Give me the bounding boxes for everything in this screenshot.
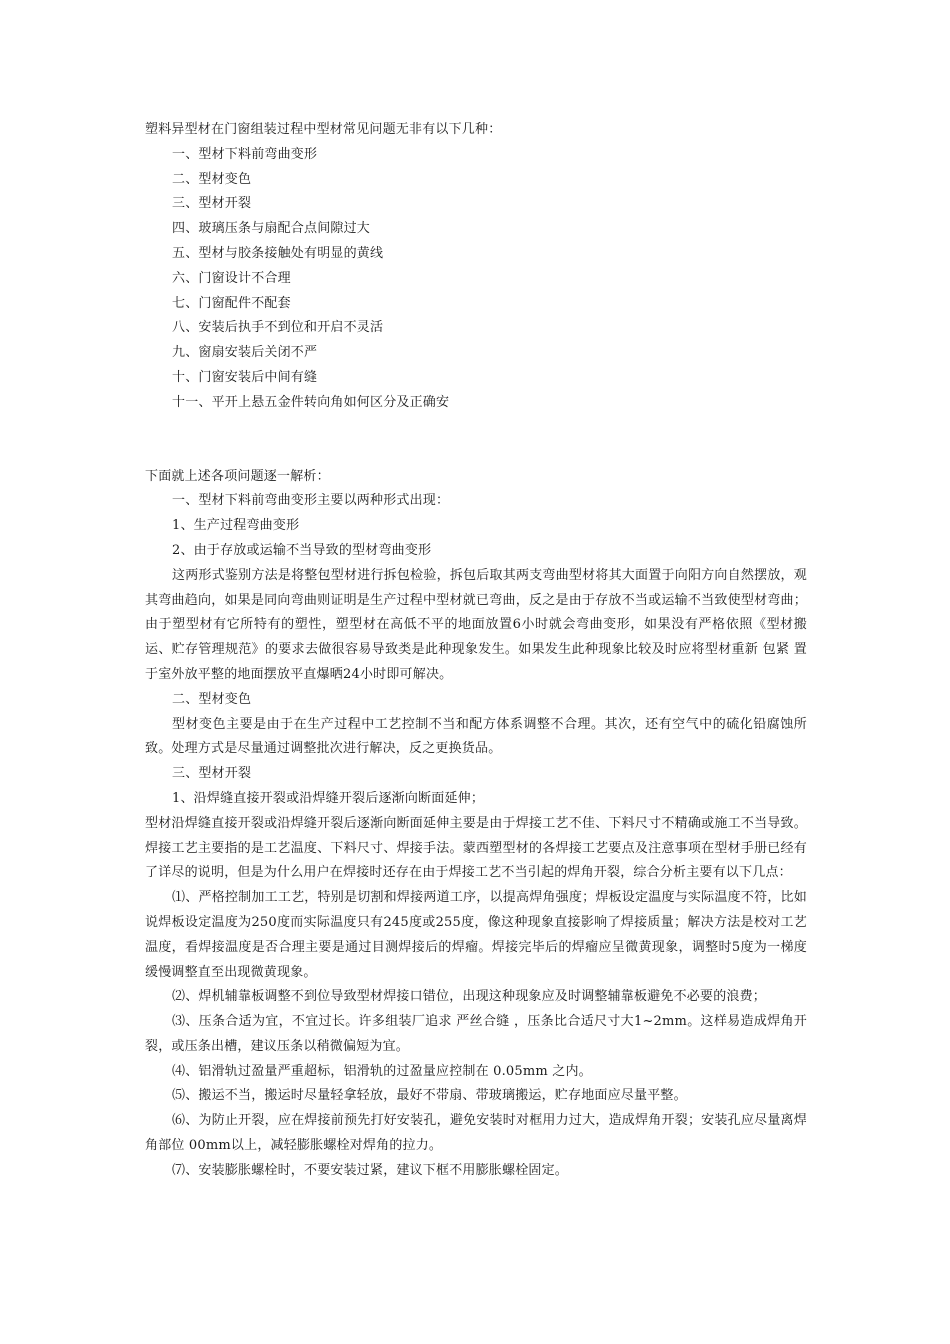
intro-text: 塑料异型材在门窗组装过程中型材常见问题无非有以下几种： [145,122,502,137]
problem-item: 一、型材下料前弯曲变形 [172,146,318,162]
section-1-heading: 一、型材下料前弯曲变形主要以两种形式出现： [172,493,450,509]
problem-item: 七、门窗配件不配套 [172,295,291,311]
problem-item: 二、型材变色 [172,171,252,187]
section-3-subheading: 1、沿焊缝直接开裂或沿焊缝开裂后逐渐向断面延伸； [172,790,485,806]
problem-list [145,143,807,416]
section-3-point: ⑺、安装膨胀螺栓时，不要安装过紧，建议下框不用膨胀螺栓固定。 [172,1162,569,1178]
section-3-point: ⑸、搬运不当，搬运时尽量轻拿轻放，最好不带扇、带玻璃搬运，贮存地面应尽量平整。 [172,1088,687,1104]
section-3-point: ⑹、为防止开裂，应在焊接前预先打好安装孔，避免安装时对框用力过大，造成焊角开裂；安装孔应尽量离焊角部位 00mm以上，减轻膨胀螺栓对焊角的拉力。 [145,1113,807,1154]
section-3-point: ⑴、严格控制加工工艺，特别是切割和焊接两道工序，以提高焊角强度；焊板设定温度与实际温度不符，比如说焊板设定温度为250度而实际温度只有245度或255度，像这种现象直接影响了焊接质量；解决方法是校对工艺温度，看焊接温度是否合理主要是通过目测焊接后的焊瘤。焊接完毕后的焊瘤应呈微黄现象，调整时5度为一梯度缓慢调整直至出现微黄现象。 [145,890,807,980]
section-3-body: 型材沿焊缝直接开裂或沿焊缝开裂后逐渐向断面延伸主要是由于焊接工艺不佳、下料尺寸不精确或施工不当导致。焊接工艺主要指的是工艺温度、下料尺寸、焊接手法。蒙西塑型材的各焊接工艺要点及注意事项在型材手册已经有了详尽的说明，但是为什么用户在焊接时还存在由于焊接工艺不当引起的焊角开裂，综合分析主要有以下几点： [145,815,807,881]
section-3-heading: 三、型材开裂 [172,766,252,782]
problem-item: 十一、平开上悬五金件转向角如何区分及正确安 [172,394,450,410]
section-3-point: ⑷、铝滑轨过盈量严重超标，铝滑轨的过盈量应控制在 0.05mm 之内。 [172,1063,592,1079]
section-3-point: ⑵、焊机辅靠板调整不到位导致型材焊接口错位，出现这种现象应及时调整辅靠板避免不必要的浪费； [172,989,767,1005]
problem-item: 六、门窗设计不合理 [172,270,291,286]
section-1-item: 1、生产过程弯曲变形 [172,518,300,534]
problem-item: 四、玻璃压条与扇配合点间隙过大 [172,221,371,237]
problem-item: 八、安装后执手不到位和开启不灵活 [172,320,384,336]
analysis-intro: 下面就上述各项问题逐一解析： [145,468,330,484]
problem-item: 十、门窗安装后中间有缝 [172,369,318,385]
document-body [145,118,807,1184]
problem-item: 五、型材与胶条接触处有明显的黄线 [172,245,384,261]
section-1-item: 2、由于存放或运输不当导致的型材弯曲变形 [172,542,432,558]
problem-item: 三、型材开裂 [172,196,252,212]
section-gap [145,416,807,465]
problem-item: 九、窗扇安装后关闭不严 [172,345,318,361]
section-2-heading: 二、型材变色 [172,691,252,707]
section-3-point: ⑶、压条合适为宜，不宜过长。许多组装厂追求 严丝合缝 ，压条比合适尺寸大1~2mm。这样易造成焊角开裂，或压条出槽，建议压条以稍微偏短为宜。 [145,1014,807,1054]
section-2-body: 型材变色主要是由于在生产过程中工艺控制不当和配方体系调整不合理。其次，还有空气中的硫化铅腐蚀所致。处理方式是尽量通过调整批次进行解决，反之更换货品。 [145,716,807,757]
section-1-body: 这两形式鉴别方法是将整包型材进行拆包检验，拆包后取其两支弯曲型材将其大面置于向阳方向自然摆放，观其弯曲趋向，如果是同向弯曲则证明是生产过程中型材就已弯曲，反之是由于存放不当或运输不当致使型材弯曲；由于塑型材有它所特有的塑性，塑型材在高低不平的地面放置6小时就会弯曲变形，如果没有严格依照《型材搬运、贮存管理规范》的要求去做很容易导致类是此种现象发生。如果发生此种现象比较及时应将型材重新 包紧 置于室外放平整的地面摆放平直爆晒24小时即可解决。 [145,567,807,682]
